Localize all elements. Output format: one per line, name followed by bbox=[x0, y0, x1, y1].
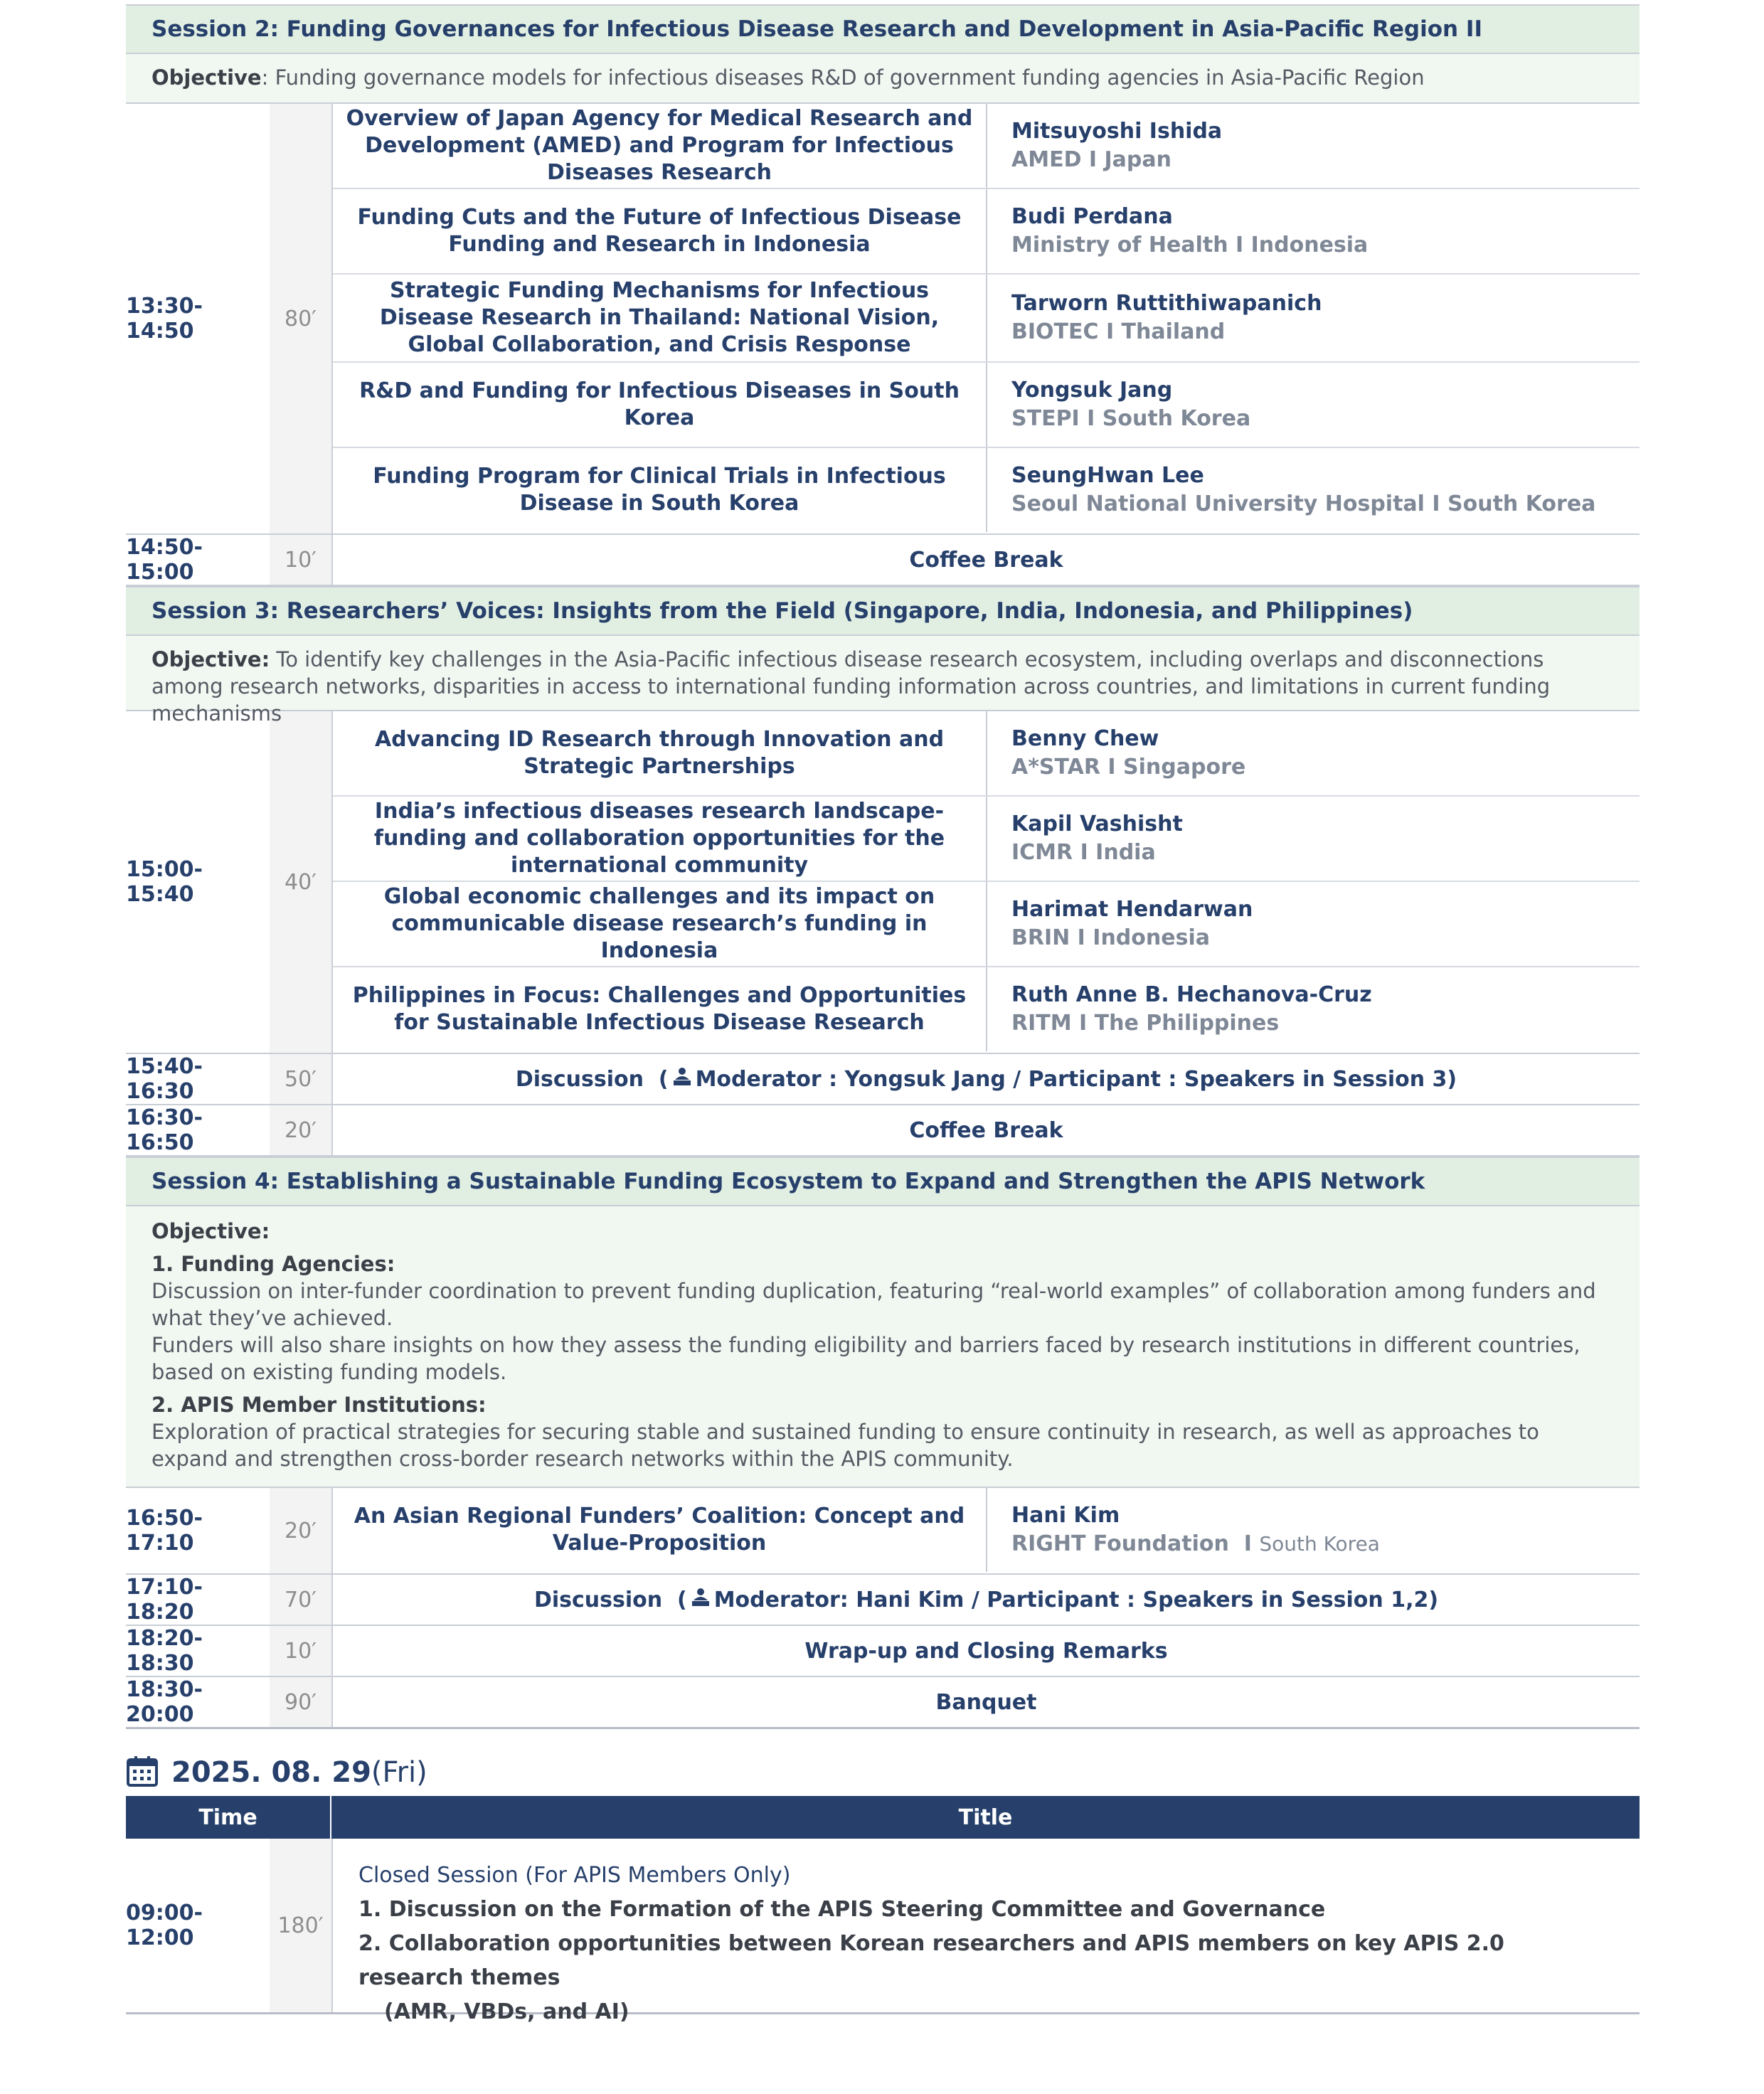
wrap-up-label: Wrap-up and Closing Remarks bbox=[804, 1638, 1168, 1664]
talk-title: Advancing ID Research through Innovation and Strategic Partnerships bbox=[333, 711, 987, 795]
calendar-icon bbox=[126, 1755, 159, 1790]
coffee-break-label: Coffee Break bbox=[909, 1117, 1063, 1143]
session-2-objective: Objective: Funding governance models for infectious diseases R&D of government funding agencies in Asia-Pacific Region bbox=[126, 54, 1640, 104]
time-slot: 13:30-14:50 bbox=[126, 294, 203, 344]
session-3-objective: Objective: To identify key challenges in the Asia-Pacific infectious disease research ecosystem, including overlaps and disconnections among research networks, disparities in access to international funding information across countries, and limitations in current funding mechanisms bbox=[126, 636, 1640, 711]
banquet-row bbox=[126, 1677, 1640, 1729]
time-slot: 15:40-16:30 bbox=[126, 1054, 203, 1104]
session-3-header: Session 3: Researchers’ Voices: Insights from the Field (Singapore, India, Indonesia, and Philippines) bbox=[126, 586, 1640, 636]
closed-session-row bbox=[126, 1839, 1640, 2024]
list-item: 1. Discussion on the Formation of the APIS Steering Committee and Governance bbox=[358, 1897, 1326, 1922]
speaker-affiliation: STEPI I South Korea bbox=[1011, 406, 1251, 431]
agenda bbox=[126, 4, 1640, 2024]
speaker-name: Budi Perdana bbox=[1011, 204, 1173, 229]
speaker-name: Kapil Vashisht bbox=[1011, 812, 1183, 836]
coffee-break-row bbox=[126, 1105, 1640, 1157]
duration: 10′ bbox=[270, 535, 333, 585]
session-2-block bbox=[126, 104, 1640, 535]
speaker-name: Harimat Hendarwan bbox=[1011, 897, 1253, 922]
talk-title: Global economic challenges and its impact on communicable disease research’s funding in Indonesia bbox=[333, 882, 987, 966]
speaker-affiliation: RITM I The Philippines bbox=[1011, 1011, 1280, 1036]
wrap-up-row bbox=[126, 1626, 1640, 1677]
duration: 50′ bbox=[270, 1054, 333, 1104]
speaker-affiliation: BIOTEC I Thailand bbox=[1011, 319, 1226, 344]
talk-list bbox=[333, 104, 1640, 533]
duration: 20′ bbox=[270, 1488, 333, 1573]
speaker-name: Tarworn Ruttithiwapanich bbox=[1011, 291, 1322, 316]
talk-row bbox=[333, 104, 1640, 189]
speaker-name: Yongsuk Jang bbox=[1011, 378, 1173, 403]
speaker-affiliation: ICMR I India bbox=[1011, 840, 1156, 865]
speaker-name: Hani Kim bbox=[1011, 1503, 1120, 1528]
session-3-block bbox=[126, 711, 1640, 1054]
speaker-affiliation: Seoul National University Hospital I South Korea bbox=[1011, 491, 1596, 516]
talk-row bbox=[333, 275, 1640, 363]
time-slot: 09:00-12:00 bbox=[126, 1901, 203, 1950]
day-2-heading bbox=[126, 1749, 1640, 1796]
talk-list bbox=[333, 711, 1640, 1053]
talk-row bbox=[333, 797, 1640, 882]
duration: 20′ bbox=[270, 1105, 333, 1155]
time-slot: 16:50-17:10 bbox=[126, 1506, 203, 1556]
talk-list bbox=[333, 1488, 1640, 1573]
talk-row bbox=[333, 363, 1640, 448]
time-slot: 18:20-18:30 bbox=[126, 1626, 203, 1676]
speaker-name: Benny Chew bbox=[1011, 726, 1159, 751]
session-4-header: Session 4: Establishing a Sustainable Funding Ecosystem to Expand and Strengthen the APIS Network bbox=[126, 1157, 1640, 1206]
list-item: 2. Collaboration opportunities between Korean researchers and APIS members on key APIS 2.0 research themes bbox=[358, 1931, 1504, 1990]
talk-title: Funding Program for Clinical Trials in Infectious Disease in South Korea bbox=[333, 448, 987, 532]
speaker-affiliation: BRIN I Indonesia bbox=[1011, 925, 1210, 950]
coffee-break-label: Coffee Break bbox=[909, 547, 1063, 573]
discussion-label: Discussion ( Moderator: Hani Kim / Participant : Speakers in Session 1,2) bbox=[533, 1587, 1439, 1612]
talk-row bbox=[333, 967, 1640, 1051]
discussion-row bbox=[126, 1054, 1640, 1105]
moderator-icon bbox=[671, 1065, 693, 1093]
speaker-affiliation: Ministry of Health I Indonesia bbox=[1011, 233, 1369, 257]
talk-row bbox=[333, 882, 1640, 967]
duration: 80′ bbox=[270, 104, 333, 533]
talk-row bbox=[333, 189, 1640, 275]
banquet-label: Banquet bbox=[935, 1689, 1037, 1715]
time-slot: 15:00-15:40 bbox=[126, 857, 203, 907]
speaker-affiliation: A*STAR I Singapore bbox=[1011, 755, 1246, 780]
talk-title: India’s infectious diseases research landscape- funding and collaboration opportunities for the international community bbox=[333, 797, 987, 881]
col-title-header: Title bbox=[958, 1805, 1013, 1830]
time-slot: 16:30-16:50 bbox=[126, 1105, 203, 1155]
talk-title: Strategic Funding Mechanisms for Infectious Disease Research in Thailand: National Vision, Global Collaboration, and Crisis Response bbox=[333, 275, 987, 361]
duration: 10′ bbox=[270, 1626, 333, 1676]
talk-title: Overview of Japan Agency for Medical Research and Development (AMED) and Program for Infectious Diseases Research bbox=[333, 104, 987, 188]
talk-title: Funding Cuts and the Future of Infectious Disease Funding and Research in Indonesia bbox=[333, 189, 987, 273]
duration: 90′ bbox=[270, 1677, 333, 1727]
col-time-header: Time bbox=[126, 1796, 331, 1839]
duration: 180′ bbox=[270, 1839, 333, 2012]
speaker-affiliation: RIGHT Foundation I South Korea bbox=[1011, 1531, 1380, 1556]
date-label: 2025. 08. 29 bbox=[171, 1756, 371, 1789]
speaker-name: Ruth Anne B. Hechanova-Cruz bbox=[1011, 982, 1372, 1007]
time-slot: 18:30-20:00 bbox=[126, 1677, 203, 1727]
session-4-block bbox=[126, 1488, 1640, 1575]
talk-title: R&D and Funding for Infectious Diseases in South Korea bbox=[333, 363, 987, 447]
discussion-label: Discussion ( Moderator : Yongsuk Jang / Participant : Speakers in Session 3) bbox=[515, 1066, 1457, 1092]
speaker-name: Mitsuyoshi Ishida bbox=[1011, 119, 1223, 144]
day-label: (Fri) bbox=[371, 1756, 427, 1789]
closed-session-heading: Closed Session (For APIS Members Only) bbox=[358, 1863, 791, 1888]
talk-row bbox=[333, 711, 1640, 797]
talk-row bbox=[333, 448, 1640, 532]
list-item-continued: (AMR, VBDs, and AI) bbox=[384, 1999, 629, 2024]
moderator-icon bbox=[690, 1586, 711, 1613]
duration: 40′ bbox=[270, 711, 333, 1053]
time-slot: 17:10-18:20 bbox=[126, 1575, 203, 1625]
coffee-break-row bbox=[126, 535, 1640, 586]
talk-title: An Asian Regional Funders’ Coalition: Concept and Value-Proposition bbox=[333, 1488, 987, 1572]
speaker-name: SeungHwan Lee bbox=[1011, 463, 1204, 488]
discussion-row bbox=[126, 1575, 1640, 1626]
session-2-header: Session 2: Funding Governances for Infectious Disease Research and Development in Asia-Pacific Region II bbox=[126, 4, 1640, 54]
speaker-affiliation: AMED I Japan bbox=[1011, 147, 1171, 172]
session-4-objective: Objective: 1. Funding Agencies: Discussion on inter-funder coordination to prevent funding duplication, featuring “real-world examples” of collaboration among funders and what they’ve achieved. Funders will also share insights on how they assess the funding eligibility and barriers faced by research institutions in different countries, based on existing funding models. 2. APIS Member Institutions: Exploration of practical strategies for securing stable and sustained funding to ensure continuity in research, as well as approaches to expand and strengthen cross-border research networks within the APIS community. bbox=[126, 1206, 1640, 1488]
time-slot: 14:50-15:00 bbox=[126, 535, 203, 585]
talk-title: Philippines in Focus: Challenges and Opportunities for Sustainable Infectious Disease Research bbox=[333, 967, 987, 1051]
talk-row bbox=[333, 1488, 1640, 1572]
closed-session-content bbox=[333, 1839, 1640, 2024]
day-2-table-header bbox=[126, 1796, 1640, 1839]
duration: 70′ bbox=[270, 1575, 333, 1625]
